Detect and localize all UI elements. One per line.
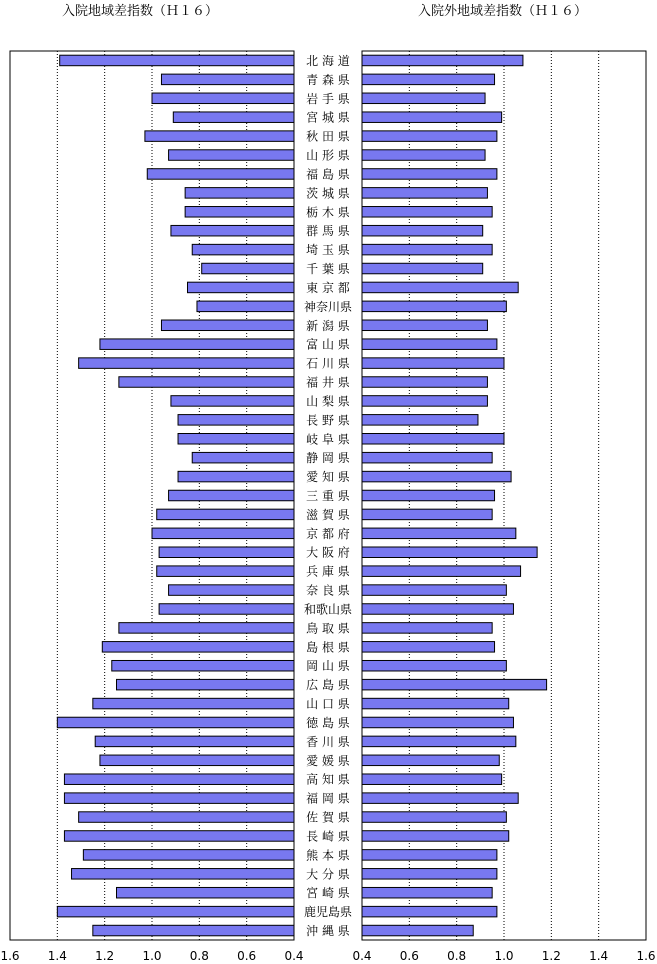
left-bar — [157, 509, 294, 520]
category-label: 香 川 県 — [306, 734, 350, 749]
left-bar — [173, 112, 294, 123]
left-bar — [185, 207, 294, 218]
category-label: 栃 木 県 — [306, 205, 350, 220]
category-label: 愛 媛 県 — [306, 753, 350, 768]
left-x-tick-label: 1.4 — [47, 949, 67, 963]
left-bar — [145, 131, 294, 142]
right-bar — [362, 585, 506, 596]
right-x-tick-label: 0.4 — [352, 949, 372, 963]
right-bar — [362, 660, 506, 671]
right-x-tick-label: 1.6 — [636, 949, 656, 963]
left-bar — [185, 188, 294, 199]
right-bar — [362, 774, 502, 785]
category-label: 沖 縄 県 — [306, 924, 350, 939]
left-bar — [83, 850, 294, 861]
right-bar — [362, 679, 547, 690]
category-label: 静 岡 県 — [306, 451, 350, 466]
right-bar — [362, 887, 492, 898]
category-label: 鳥 取 県 — [306, 621, 350, 636]
left-bar — [112, 660, 294, 671]
right-x-tick-label: 0.6 — [399, 949, 419, 963]
left-bar — [64, 831, 294, 842]
left-bar — [147, 169, 294, 180]
left-bar — [119, 623, 294, 634]
category-label: 秋 田 県 — [306, 129, 350, 144]
right-bar — [362, 509, 492, 520]
left-bar — [161, 320, 294, 331]
category-label: 兵 庫 県 — [306, 564, 350, 579]
right-bar — [362, 377, 487, 388]
right-bar — [362, 490, 495, 501]
right-bar — [362, 244, 492, 255]
category-label: 島 根 県 — [306, 640, 350, 655]
left-bar — [178, 415, 294, 426]
category-label: 石 川 県 — [306, 356, 350, 371]
left-bar — [178, 471, 294, 482]
left-bar — [202, 263, 294, 274]
right-x-tick-label: 1.0 — [494, 949, 514, 963]
category-label: 富 山 県 — [306, 337, 350, 352]
category-label: 宮 城 県 — [306, 110, 350, 125]
left-bar — [64, 793, 294, 804]
right-bar — [362, 736, 516, 747]
right-bar — [362, 74, 495, 85]
right-bar — [362, 301, 506, 312]
left-x-tick-label: 1.6 — [0, 949, 20, 963]
left-bar — [192, 244, 294, 255]
category-label: 東 京 都 — [306, 280, 350, 295]
category-label: 三 重 県 — [306, 489, 350, 503]
right-bar — [362, 207, 492, 218]
left-bar — [178, 434, 294, 445]
category-label: 山 梨 県 — [306, 394, 350, 409]
category-label: 岩 手 県 — [306, 91, 350, 106]
left-bar — [159, 604, 294, 615]
right-bar — [362, 415, 478, 426]
right-bar — [362, 471, 511, 482]
right-bar — [362, 320, 487, 331]
category-label: 埼 玉 県 — [306, 243, 350, 258]
right-bar — [362, 528, 516, 539]
right-bar — [362, 112, 502, 123]
right-bar — [362, 169, 497, 180]
category-label: 茨 城 県 — [306, 186, 350, 201]
left-bar — [57, 717, 294, 728]
right-bar — [362, 717, 513, 728]
right-bar — [362, 263, 483, 274]
category-label: 千 葉 県 — [306, 262, 350, 277]
right-bar — [362, 623, 492, 634]
category-label: 広 島 県 — [306, 678, 350, 693]
left-x-tick-label: 0.4 — [284, 949, 304, 963]
right-bar — [362, 698, 509, 709]
category-label: 徳 島 県 — [306, 715, 350, 730]
category-label: 長 野 県 — [306, 413, 350, 428]
category-label: 岡 山 県 — [306, 659, 350, 674]
right-bar — [362, 358, 504, 369]
left-bar — [93, 925, 294, 936]
category-label: 大 阪 府 — [306, 545, 350, 560]
category-label: 福 岡 県 — [306, 791, 350, 806]
left-bar — [93, 698, 294, 709]
left-bar — [64, 774, 294, 785]
left-bar — [171, 396, 294, 407]
left-bar — [169, 150, 294, 161]
category-label: 岐 阜 県 — [306, 432, 350, 447]
left-bar — [197, 301, 294, 312]
right-bar — [362, 906, 497, 917]
category-label: 和歌山県 — [303, 602, 353, 617]
left-bar — [169, 490, 294, 501]
right-bar — [362, 225, 483, 236]
right-bar — [362, 604, 513, 615]
left-bar — [79, 358, 294, 369]
right-bar — [362, 566, 521, 577]
category-label: 福 井 県 — [306, 375, 350, 390]
left-bar — [117, 887, 295, 898]
category-label: 奈 良 県 — [306, 583, 350, 598]
left-x-tick-label: 1.2 — [95, 949, 115, 963]
left-bar — [161, 74, 294, 85]
right-bar — [362, 547, 537, 558]
left-bar — [169, 585, 294, 596]
right-bar — [362, 55, 523, 65]
category-label: 滋 賀 県 — [306, 507, 350, 522]
left-bar — [188, 282, 295, 293]
left-bar — [157, 566, 294, 577]
left-bar — [79, 812, 294, 823]
right-x-tick-label: 0.8 — [447, 949, 467, 963]
category-label: 山 形 県 — [306, 148, 350, 163]
left-bar — [192, 452, 294, 463]
category-label: 熊 本 県 — [306, 848, 350, 863]
left-x-tick-label: 0.6 — [237, 949, 257, 963]
category-label: 高 知 県 — [306, 772, 350, 787]
category-label: 京 都 府 — [306, 526, 350, 541]
left-bar — [72, 869, 294, 880]
category-label: 新 潟 県 — [306, 318, 350, 333]
right-chart-title: 入院外地域差指数（Ｈ１６） — [418, 4, 588, 19]
category-label: 鹿児島県 — [303, 905, 353, 920]
category-label: 宮 崎 県 — [306, 886, 350, 901]
left-bar — [152, 93, 294, 104]
category-label: 愛 知 県 — [306, 470, 350, 485]
right-bar — [362, 831, 509, 842]
category-label: 北 海 道 — [306, 53, 350, 68]
right-bar — [362, 850, 497, 861]
left-bar — [95, 736, 294, 747]
category-label: 長 崎 県 — [306, 829, 350, 844]
category-label: 神奈川県 — [303, 299, 353, 314]
left-x-tick-label: 0.8 — [189, 949, 209, 963]
left-bar — [57, 906, 294, 917]
right-bar — [362, 812, 506, 823]
right-bar — [362, 150, 485, 161]
category-label: 大 分 県 — [306, 867, 350, 882]
right-bar — [362, 131, 497, 142]
left-chart-title: 入院地域差指数（Ｈ１６） — [62, 4, 219, 19]
left-bar — [159, 547, 294, 558]
left-bar — [60, 55, 294, 65]
left-bar — [171, 225, 294, 236]
left-bar — [100, 755, 294, 766]
left-bar — [117, 679, 295, 690]
right-bar — [362, 869, 497, 880]
category-label: 群 馬 県 — [306, 224, 350, 239]
right-bar — [362, 452, 492, 463]
left-bar — [102, 642, 294, 653]
right-x-tick-label: 1.2 — [541, 949, 561, 963]
right-bar — [362, 339, 497, 350]
right-bar — [362, 188, 487, 199]
category-label: 青 森 県 — [306, 72, 350, 87]
category-label: 佐 賀 県 — [306, 810, 350, 825]
category-label: 山 口 県 — [306, 697, 350, 712]
right-bar — [362, 755, 499, 766]
right-x-tick-label: 1.4 — [589, 949, 609, 963]
right-bar — [362, 93, 485, 104]
right-bar — [362, 434, 504, 445]
right-bar — [362, 396, 487, 407]
category-label: 福 島 県 — [306, 167, 350, 182]
right-bar — [362, 282, 518, 293]
right-bar — [362, 642, 495, 653]
left-x-tick-label: 1.0 — [142, 949, 162, 963]
left-bar — [119, 377, 294, 388]
left-bar — [152, 528, 294, 539]
left-bar — [100, 339, 294, 350]
right-bar — [362, 793, 518, 804]
right-bar — [362, 925, 473, 936]
